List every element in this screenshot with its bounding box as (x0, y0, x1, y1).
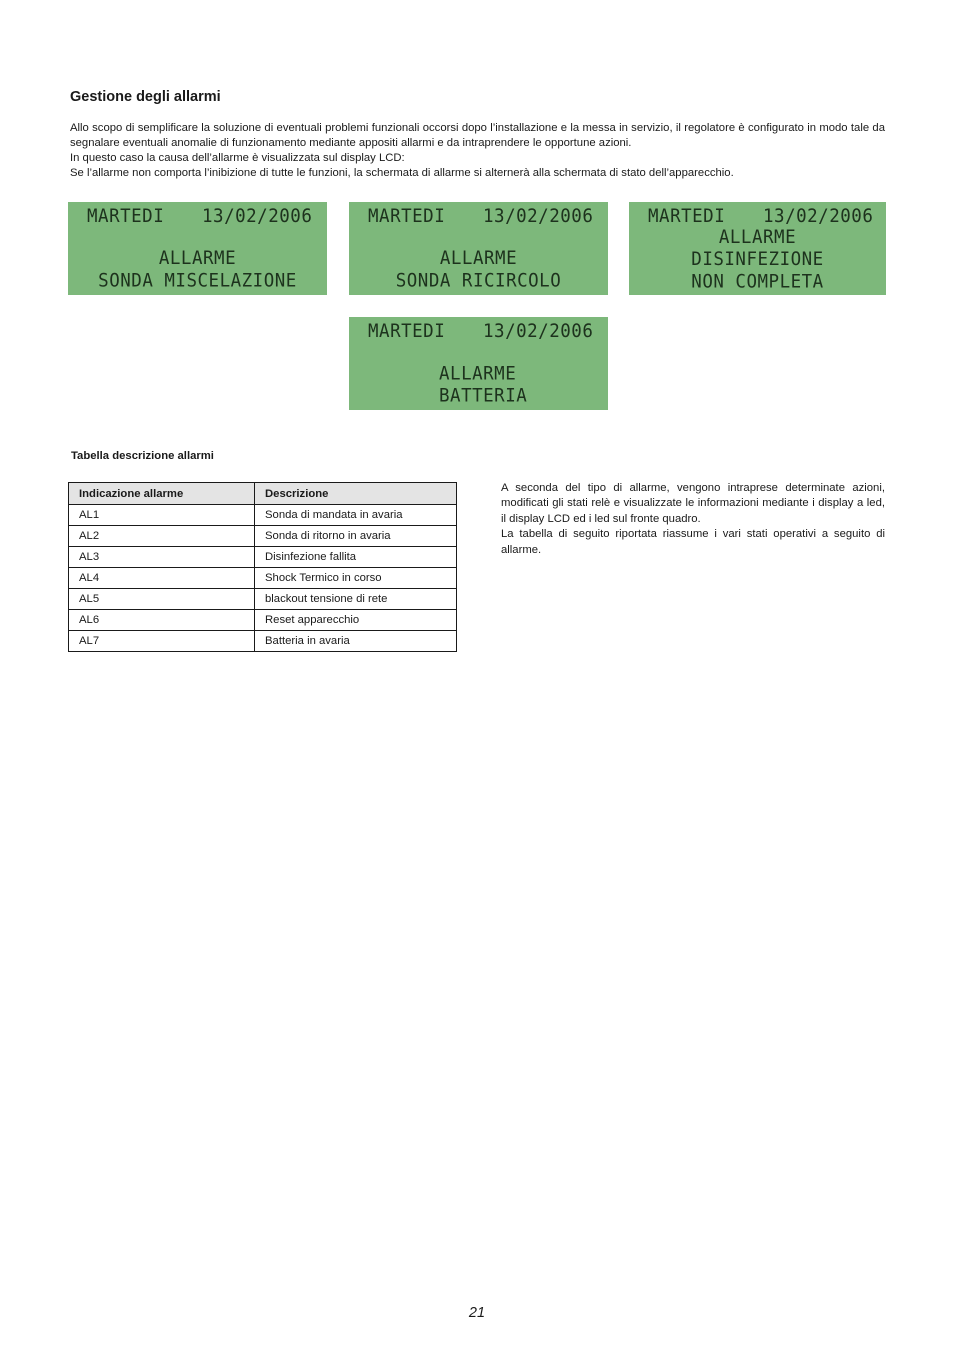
alarm-description: Disinfezione fallita (255, 547, 457, 568)
side-text (501, 481, 885, 558)
table-row (69, 589, 457, 610)
column-header: Descrizione (255, 483, 457, 505)
lcd-line: DISINFEZIONE (691, 249, 824, 271)
table-header-row (69, 483, 457, 505)
lcd-screen-batteria (349, 317, 608, 410)
lcd-message (629, 227, 886, 293)
lcd-date: 13/02/2006 (483, 321, 594, 343)
table-row (69, 547, 457, 568)
alarm-description: Sonda di mandata in avaria (255, 505, 457, 526)
lcd-line: ALLARME (439, 248, 518, 270)
alarm-code: AL7 (69, 631, 255, 652)
alarm-table (68, 482, 457, 652)
side-paragraph: La tabella di seguito riportata riassume i vari stati operativi a seguito di allarme. (501, 528, 885, 556)
lcd-date-row (87, 207, 327, 228)
lcd-date-row (368, 207, 608, 228)
table-row (69, 610, 457, 631)
lcd-line: ALLARME (718, 227, 797, 249)
lcd-date: 13/02/2006 (202, 206, 313, 228)
alarm-code: AL3 (69, 547, 255, 568)
intro-paragraph: In questo caso la causa dell’allarme è visualizzata sul display LCD: (70, 152, 405, 164)
alarm-code: AL1 (69, 505, 255, 526)
lcd-line: ALLARME (158, 248, 237, 270)
page-number: 21 (468, 1305, 486, 1321)
table-row (69, 631, 457, 652)
lcd-screen-sonda-miscelazione (68, 202, 327, 295)
alarm-description: Sonda di ritorno in avaria (255, 526, 457, 547)
lcd-message (349, 248, 608, 292)
lcd-day: MARTEDI (368, 321, 446, 343)
column-header: Indicazione allarme (69, 483, 255, 505)
lcd-day: MARTEDI (368, 206, 446, 228)
lcd-line: ALLARME (439, 363, 517, 385)
table-title: Tabella descrizione allarmi (71, 450, 214, 462)
lcd-date: 13/02/2006 (483, 206, 594, 228)
table-row (69, 526, 457, 547)
lcd-message (68, 248, 327, 292)
lcd-date-row (648, 207, 886, 228)
intro-text (70, 121, 885, 181)
side-paragraph: A seconda del tipo di allarme, vengono intraprese determinate azioni, modificati gli stati relè e visualizzate le informazioni mediante i display a led, il display LCD ed i led sul fronte quadro. (501, 482, 885, 525)
alarm-description: Reset apparecchio (255, 610, 457, 631)
lcd-line: NON COMPLETA (691, 271, 824, 293)
intro-paragraph: Se l’allarme non comporta l’inibizione di tutte le funzioni, la schermata di allarme si alternerà alla schermata di stato dell’apparecchio. (70, 167, 734, 179)
table-row (69, 505, 457, 526)
alarm-code: AL6 (69, 610, 255, 631)
lcd-date: 13/02/2006 (763, 206, 874, 228)
alarm-description: Shock Termico in corso (255, 568, 457, 589)
table-row (69, 568, 457, 589)
lcd-date-row (368, 322, 608, 343)
alarm-description: blackout tensione di rete (255, 589, 457, 610)
lcd-message (439, 363, 527, 407)
lcd-day: MARTEDI (648, 206, 726, 228)
lcd-screen-sonda-ricircolo (349, 202, 608, 295)
alarm-code: AL4 (69, 568, 255, 589)
intro-paragraph: Allo scopo di semplificare la soluzione di eventuali problemi funzionali occorsi dopo l’installazione e la messa in servizio, il regolatore è configurato in modo tale da segnalare eventuali anomalie di funzionamento mediante appositi allarmi e da intraprendere le opportune azioni. (70, 122, 885, 149)
section-title: Gestione degli allarmi (70, 89, 221, 105)
lcd-line: SONDA MISCELAZIONE (98, 270, 297, 292)
alarm-code: AL5 (69, 589, 255, 610)
lcd-line: SONDA RICIRCOLO (395, 270, 562, 292)
lcd-line: BATTERIA (439, 385, 528, 407)
alarm-code: AL2 (69, 526, 255, 547)
lcd-day: MARTEDI (87, 206, 165, 228)
alarm-description: Batteria in avaria (255, 631, 457, 652)
lcd-screen-disinfezione (629, 202, 886, 295)
